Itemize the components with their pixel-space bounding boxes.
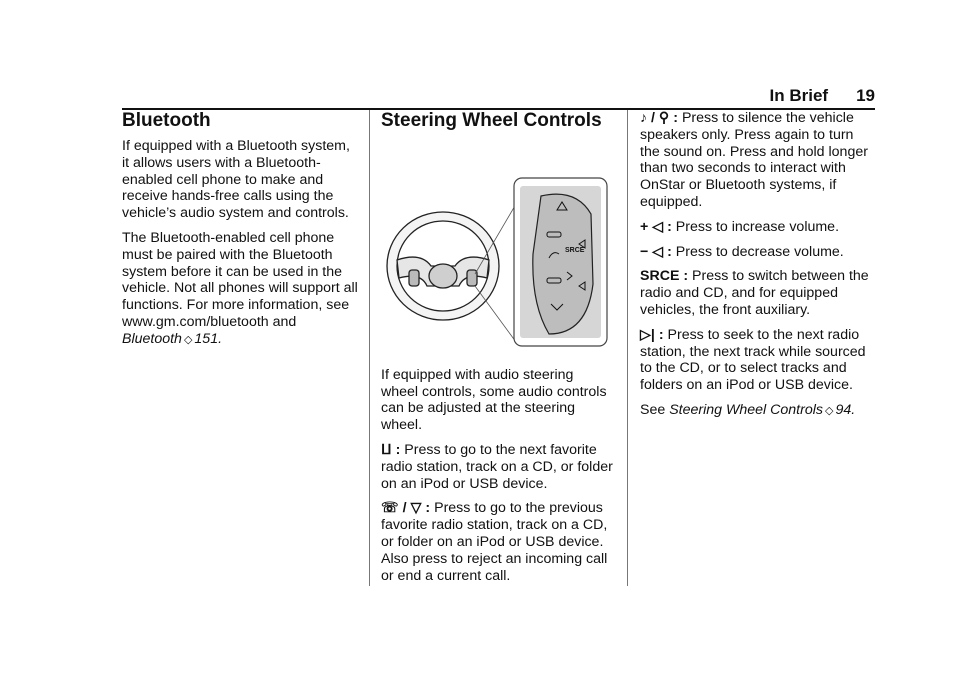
steering-wheel-illustration (381, 174, 609, 350)
see-also: See Steering Wheel Controls ◇ 94. (640, 401, 856, 418)
page-ref-icon: ◇ (183, 333, 193, 346)
favorite-control-desc: ⵡ : Press to go to the next favorite radio station, track on a CD, or folder on an iPod or USB device. (381, 441, 613, 492)
steering-xref-link[interactable]: Steering Wheel Controls (669, 401, 823, 418)
column-divider-2 (627, 110, 628, 586)
column-divider-1 (369, 110, 370, 586)
figure-srce-label: SRCE (565, 247, 585, 254)
mute-control-desc: ♪ / ⚲ : Press to silence the vehicle speakers only. Press again to turn the sound on. Press and hold longer than two seconds to interact with OnStar or Bluetooth systems, if equipped. (640, 110, 868, 210)
steering-column (381, 110, 613, 592)
bluetooth-para-2 (122, 230, 360, 349)
volume-down-icon: − ◁ : (640, 243, 672, 260)
volume-up-desc: + ◁ : Press to increase volume. (640, 218, 840, 235)
steering-intro: If equipped with audio steering wheel controls, some audio controls can be adjusted at the steering wheel. (381, 366, 607, 434)
bluetooth-xref-link[interactable]: Bluetooth (122, 330, 182, 347)
reject-call-icon: ☏ / ▽ : (381, 500, 431, 517)
bluetooth-heading: Bluetooth (122, 110, 211, 131)
previous-control-desc: ☏ / ▽ : Press to go to the previous favorite radio station, track on a CD, or folder on an iPod or USB device. Also press to reject an incoming call or end a current call. (381, 500, 608, 584)
volume-down-desc: − ◁ : Press to decrease volume. (640, 243, 844, 260)
source-label: SRCE : (640, 268, 689, 285)
volume-up-icon: + ◁ : (640, 218, 672, 235)
steering-xref-page[interactable]: 94. (835, 401, 856, 418)
section-title: In Brief (769, 86, 829, 105)
source-control-desc: SRCE : Press to switch between the radio and CD, and for equipped vehicles, the front auxiliary. (640, 268, 869, 318)
bluetooth-para-2-text: The Bluetooth-enabled cell phone must be paired with the Bluetooth system before it can be used in the vehicle. Not all phones will support all functions. For more information, see www.gm.com/bluetooth and (122, 229, 358, 330)
bluetooth-xref-page[interactable]: 151. (194, 330, 223, 347)
steering-heading: Steering Wheel Controls (381, 110, 602, 131)
page-number: 19 (856, 86, 875, 105)
controls-column (640, 110, 876, 428)
bluetooth-para-1: If equipped with a Bluetooth system, it allows users with a Bluetooth-enabled cell phone to make and receive hands-free calls using the vehicle’s audio system and controls. (122, 138, 350, 222)
seek-icon: ▷| : (640, 326, 664, 343)
bluetooth-column (122, 110, 360, 357)
seek-control-desc: ▷| : Press to seek to the next radio station, the next track while sourced to the CD, or to select tracks and folders on an iPod or USB device. (640, 326, 866, 394)
page-header (770, 86, 875, 106)
mute-talk-icon: ♪ / ⚲ : (640, 110, 678, 126)
favorite-icon: ⵡ : (381, 441, 401, 458)
page-ref-icon: ◇ (824, 404, 834, 417)
